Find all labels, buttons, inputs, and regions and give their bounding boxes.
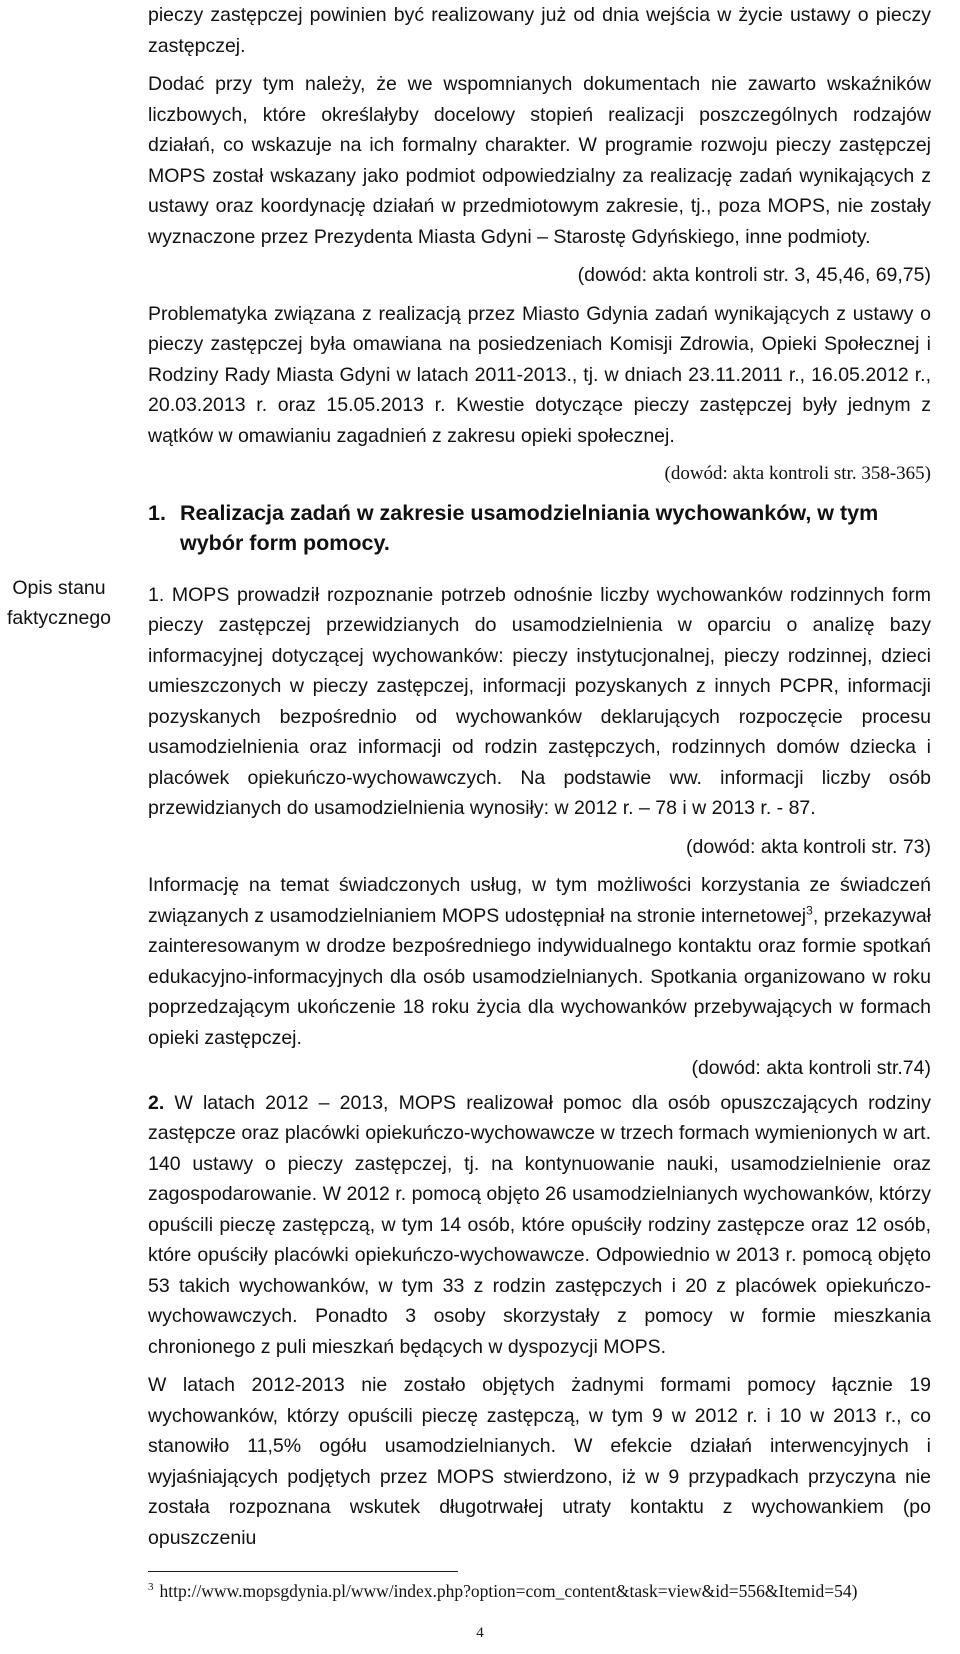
- paragraph-assistance: [148, 1088, 931, 1363]
- section-label: [0, 573, 118, 633]
- paragraph-uncovered: W latach 2012-2013 nie zostało objętych żadnymi formami pomocy łącznie 19 wychowanków, którzy opuścili pieczę zastępczą, w tym 9 w 2012 r. i 10 w 2013 r., co stanowiło 11,5% ogółu usamodzielnianych. W efekcie działań interwencyjnych i wyjaśniających podjętych przez MOPS stwierdzono, iż w 9 przypadkach przyczyna nie została rozpoznana wskutek długotrwałej utraty kontaktu z wychowankiem (po opuszczeniu: [148, 1374, 931, 1549]
- heading-text: Realizacja zadań w zakresie usamodzielniania wychowanków, w tym wybór form pomocy.: [180, 500, 879, 555]
- section-label-line2: faktycznego: [6, 607, 112, 629]
- footnote-marker: 3: [806, 903, 813, 917]
- evidence-reference: (dowód: akta kontroli str. 73): [686, 835, 931, 858]
- paragraph-continuation: pieczy zastępczej powinien być realizowany już od dnia wejścia w życie ustawy o pieczy zastępczej.: [148, 4, 931, 57]
- paragraph-number: 2.: [148, 1091, 165, 1114]
- paragraph-information-part1: Informację na temat świadczonych usług, w tym możliwości korzystania ze świadczeń związanych z usamodzielnianiem MOPS udostępniał na stronie internetowej: [148, 874, 931, 927]
- paragraph-needs-assessment: 1. MOPS prowadził rozpoznanie potrzeb odnośnie liczby wychowanków rodzinnych form pieczy zastępczej przewidzianych do usamodzielnienia w oparciu o analizę bazy informacyjnej dotyczącej wychowanków: pieczy instytucjonalnej, pieczy rodzinnej, dzieci umieszczonych w pieczy zastępczej, informacji pozyskanych z innych PCPR, informacji pozyskanych bezpośrednio od wychowanków deklarujących rozpoczęcie procesu usamodzielnienia oraz informacji od rodzin zastępczych, rodzinnych domów dziecka i placówek opiekuńczo-wychowawczych. Na podstawie ww. informacji liczby osób przewidzianych do usamodzielnienia wynosiły: w 2012 r. – 78 i w 2013 r. - 87.: [148, 583, 931, 819]
- section-heading: [148, 498, 931, 558]
- paragraph-information-part2: , przekazywał zainteresowanym w drodze bezpośredniego indywidualnego kontaktu oraz formie spotkań edukacyjno-informacyjnych dla osób usamodzielnianych. Spotkania organizowano w roku poprzedzającym ukończenie 18 roku życia dla wychowanków przebywających w formach opieki zastępczej.: [148, 904, 931, 1049]
- page-number: 4: [476, 1625, 484, 1641]
- footnote: [148, 1580, 938, 1602]
- footnote-divider: [148, 1571, 458, 1572]
- paragraph-commission: Problematyka związana z realizacją przez Miasto Gdynia zadań wynikających z ustawy o pieczy zastępczej była omawiana na posiedzeniach Komisji Zdrowia, Opieki Społecznej i Rodziny Rady Miasta Gdyni w latach 2011-2013., tj. w dniach 23.11.2011 r., 16.05.2012 r., 20.03.2013 r. oraz 15.05.2013 r. Kwestie dotyczące pieczy zastępczej były jednym z wątków w omawianiu zagadnień z zakresu opieki społecznej.: [148, 302, 931, 447]
- evidence-reference: (dowód: akta kontroli str. 358-365): [664, 463, 931, 484]
- footnote-url: http://www.mopsgdynia.pl/www/index.php?option=com_content&task=view&id=556&Itemid=54): [159, 1581, 858, 1601]
- heading-number: 1.: [148, 500, 166, 525]
- paragraph-programme: Dodać przy tym należy, że we wspomnianych dokumentach nie zawarto wskaźników liczbowych, które określałyby docelowy stopień realizacji poszczególnych rodzajów działań, co wskazuje na ich formalny charakter. W programie rozwoju pieczy zastępczej MOPS został wskazany jako podmiot odpowiedzialny za realizację zadań wynikających z ustawy oraz koordynację działań w przedmiotowym zakresie, tj., poza MOPS, nie zostały wyznaczone przez Prezydenta Miasta Gdyni – Starostę Gdyńskiego, inne podmioty.: [148, 73, 931, 248]
- paragraph-assistance-text: W latach 2012 – 2013, MOPS realizował pomoc dla osób opuszczających rodziny zastępcze oraz placówki opiekuńczo-wychowawcze w trzech formach wymienionych w art. 140 ustawy o pieczy zastępczej, tj. na kontynuowanie nauki, usamodzielnienie oraz zagospodarowanie. W 2012 r. pomocą objęto 26 usamodzielnianych wychowanków, którzy opuścili pieczę zastępczą, w tym 14 osób, które opuściły rodziny zastępcze oraz 12 osób, które opuściły placówki opiekuńczo-wychowawcze. Odpowiednio w 2013 r. pomocą objęto 53 takich wychowanków, w tym 33 z rodzin zastępczych i 20 z placówek opiekuńczo-wychowawczych. Ponadto 3 osoby skorzystały z pomocy w formie mieszkania chronionego z puli mieszkań będących w dyspozycji MOPS.: [148, 1091, 931, 1358]
- section-label-line1: Opis stanu: [12, 577, 106, 599]
- evidence-reference: (dowód: akta kontroli str.74): [691, 1057, 931, 1079]
- footnote-number: 3: [148, 1581, 154, 1594]
- evidence-reference: (dowód: akta kontroli str. 3, 45,46, 69,75): [577, 264, 931, 286]
- document-body: [148, 0, 931, 1553]
- paragraph-information: [148, 870, 931, 1053]
